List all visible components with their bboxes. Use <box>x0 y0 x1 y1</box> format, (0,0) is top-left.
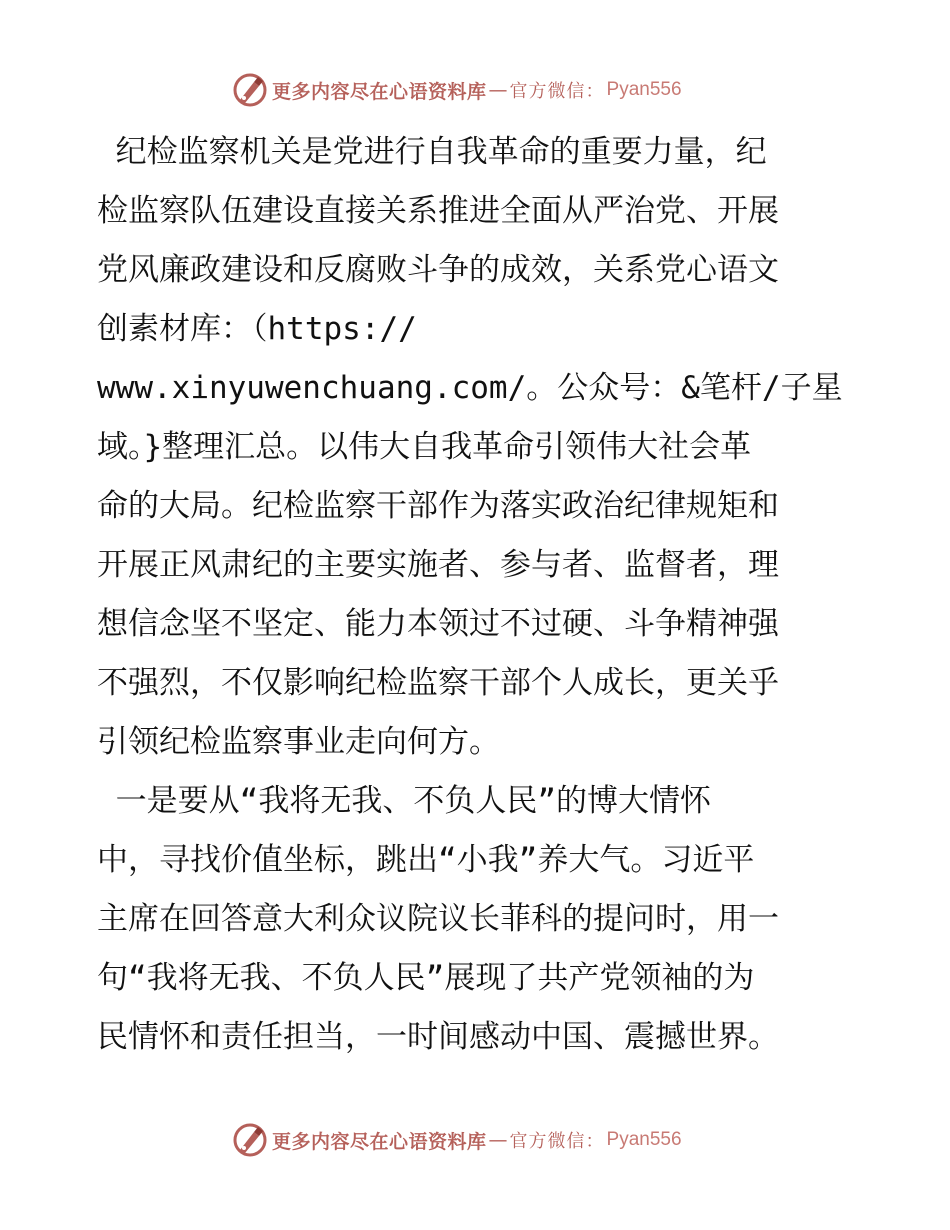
paragraph-2 <box>97 772 849 1067</box>
text-line: 不强烈，不仅影响纪检监察干部个人成长，更关乎 <box>97 665 779 701</box>
text-line: 一是要从“我将无我、不负人民”的博大情怀 <box>97 783 711 819</box>
footer-watermark <box>232 1122 682 1158</box>
watermark-handle: Pyan556 <box>606 1129 682 1150</box>
text-line: 中，寻找价值坐标，跳出“小我”养大气。习近平 <box>97 842 755 878</box>
text-line: 命的大局。纪检监察干部作为落实政治纪律规矩和 <box>97 488 779 524</box>
text-line: 主席在回答意大利众议院议长菲科的提问时，用一 <box>97 901 779 937</box>
watermark-separator: — <box>488 1129 508 1151</box>
watermark-handle: Pyan556 <box>606 79 682 100</box>
text-line: 想信念坚不坚定、能力本领过不过硬、斗争精神强 <box>97 606 779 642</box>
text-line: 党风廉政建设和反腐败斗争的成效，关系党心语文 <box>97 252 779 288</box>
watermark-separator: — <box>488 79 508 101</box>
text-line: 引领纪检监察事业走向何方。 <box>97 724 500 760</box>
paragraph-1-text <box>97 123 849 772</box>
text-line: 民情怀和责任担当，一时间感动中国、震撼世界。 <box>97 1019 779 1055</box>
text-line: 开展正风肃纪的主要实施者、参与者、监督者，理 <box>97 547 779 583</box>
paragraph-1 <box>97 123 849 772</box>
text-line: www.xinyuwenchuang.com/。公众号：&笔杆/子星 <box>97 370 843 406</box>
paragraph-2-text <box>97 772 849 1067</box>
pen-logo-icon <box>232 72 268 108</box>
pen-logo-icon <box>232 1122 268 1158</box>
text-line: 纪检监察机关是党进行自我革命的重要力量，纪 <box>97 134 767 170</box>
text-line: 检监察队伍建设直接关系推进全面从严治党、开展 <box>97 193 779 229</box>
watermark-brand-text: 更多内容尽在心语资料库 <box>272 80 487 103</box>
header-watermark <box>232 72 682 108</box>
text-line: 句“我将无我、不负人民”展现了共产党领袖的为 <box>97 960 755 996</box>
watermark-contact-label: 官方微信： <box>509 1131 605 1152</box>
text-line: 域。}整理汇总。以伟大自我革命引领伟大社会革 <box>97 429 752 465</box>
watermark-brand-text: 更多内容尽在心语资料库 <box>272 1130 487 1153</box>
text-line: 创素材库：（https:// <box>97 311 417 347</box>
watermark-contact-label: 官方微信： <box>509 81 605 102</box>
